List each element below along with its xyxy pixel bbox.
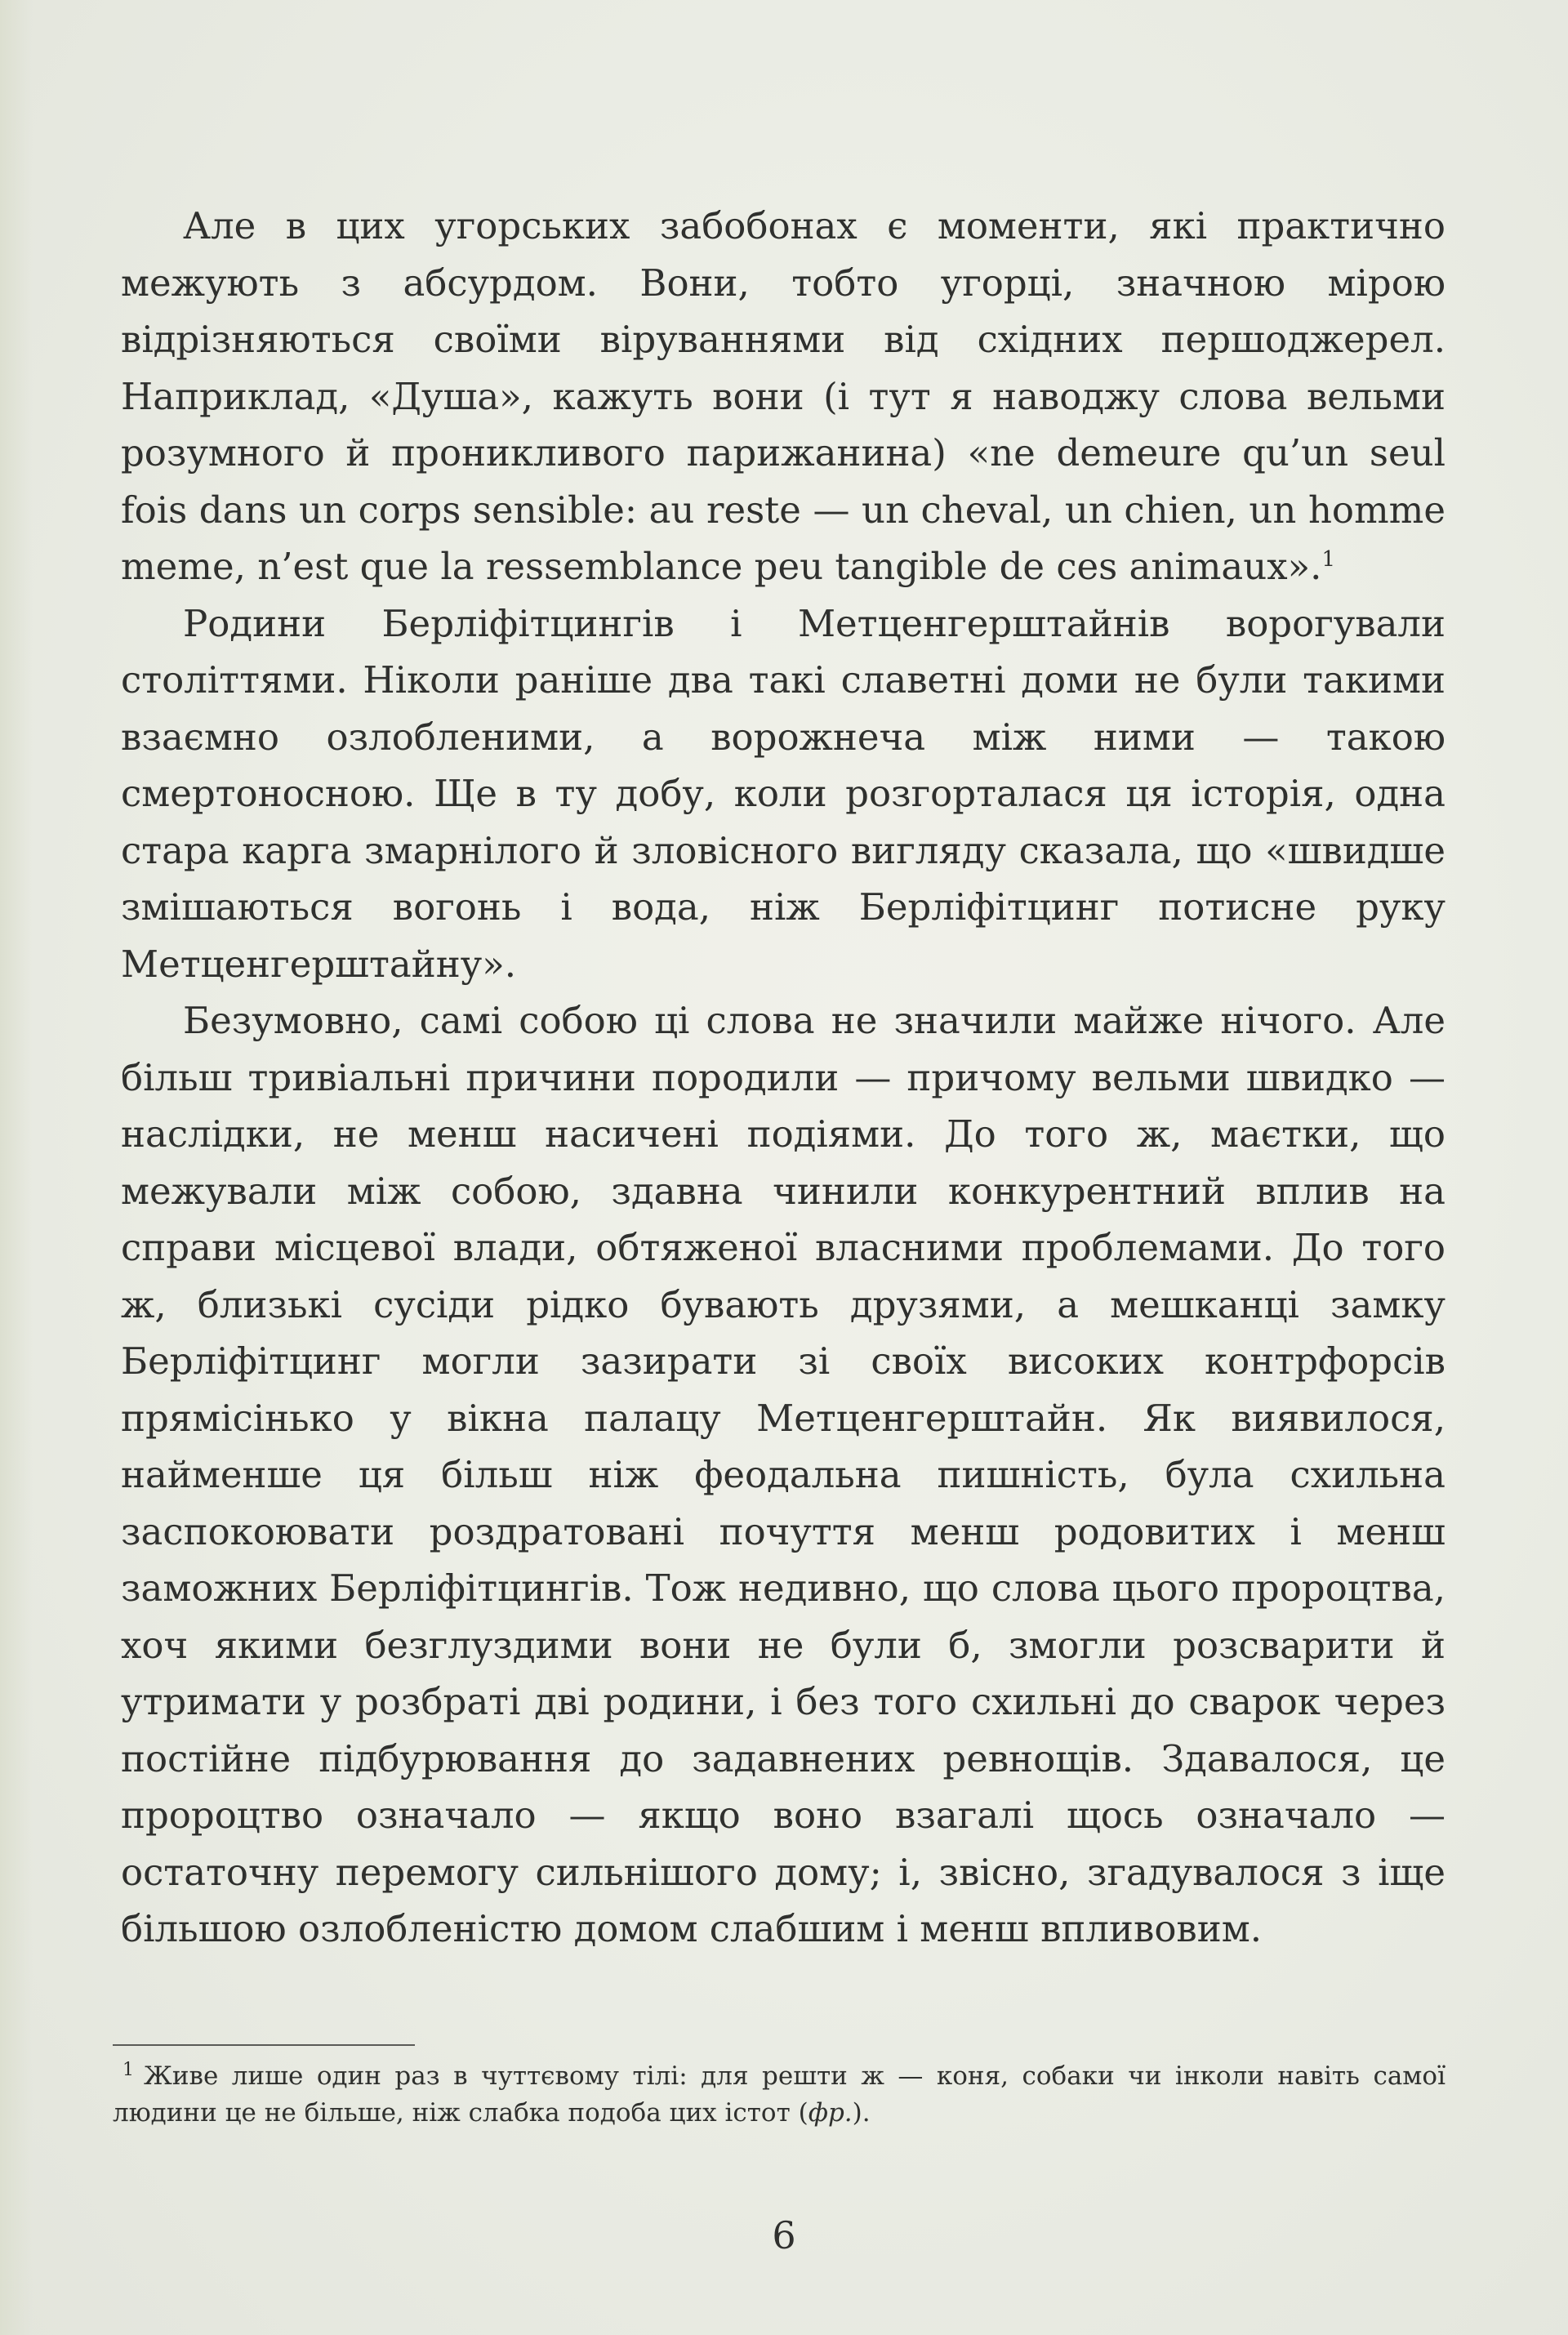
paragraph-2: Родини Берліфітцингів і Метценгерштайнів ворогували століттями. Ніколи раніше два такі славетні доми не були такими взаємно озлобленими, а ворожнеча між ними — такою смертоносною. Ще в ту добу, коли розгорталася ця історія, одна стара карга змарнілого й зловісного вигляду сказала, що «швидше змішаються вогонь і вода, ніж Берліфітцинг потисне руку Метценгерштайну». — [121, 601, 1446, 986]
footnote-text-after: ). — [852, 2098, 871, 2128]
footnote-reference: 1 — [1321, 547, 1336, 572]
page-edge-shadow — [0, 0, 33, 2335]
footnote-language-abbr: фр. — [808, 2098, 853, 2128]
paragraph-1-text: Але в цих угорських забобонах є моменти, які практично межують з абсурдом. Вони, тобто угорці, значною мірою відрізняються своїми віруваннями від східних першоджерел. Наприклад, «Душа», кажуть вони (і тут я наводжу слова вельми розумного й проникливого парижанина) «ne demeure qu’un seul fois dans un corps sensible: au reste — un cheval, un chien, un homme meme, n’est que la ressemblance peu tangible de ces animaux». — [121, 204, 1446, 588]
paragraph-3: Безумовно, самі собою ці слова не значили майже нічого. Але більш тривіальні причини породили — причому вельми швидко — наслідки, не менш насичені подіями. До того ж, маєтки, що межували між собою, здавна чинили конкурентний вплив на справи місцевої влади, обтяженої власними проблемами. До того ж, близькі сусіди рідко бувають друзями, а мешканці замку Берліфітцинг могли зазирати зі своїх високих контрфорсів прямісінько у вікна палацу Метценгерштайн. Як виявилося, найменше ця більш ніж феодальна пишність, була схильна заспокоювати роздратовані почуття менш родовитих і менш заможних Берліфітцингів. Тож недивно, що слова цього пророцтва, хоч якими безглуздими вони не були б, змогли розсварити й утримати у розбраті дві родини, і без того схильні до сварок через постійне підбурювання до задавнених ревнощів. Здавалося, це пророцтво означало — якщо воно взагалі щось означало — остаточну перемогу сильнішого дому; і, звісно, згадувалося з іще більшою озлобленістю домом слабшим і менш впливовим. — [121, 999, 1446, 1950]
paragraph-1 — [121, 198, 1446, 595]
footnote-number: 1 — [122, 2059, 134, 2080]
main-text — [121, 198, 1446, 1958]
footnote-text-before: Живе лише один раз в чуттєвому тілі: для решти ж — коня, собаки чи інколи навіть самої людини це не більше, ніж слабка подоба цих істот ( — [113, 2061, 1446, 2128]
footnote — [113, 2058, 1446, 2132]
page-number: 6 — [772, 2213, 796, 2257]
footnote-divider — [113, 2044, 415, 2046]
